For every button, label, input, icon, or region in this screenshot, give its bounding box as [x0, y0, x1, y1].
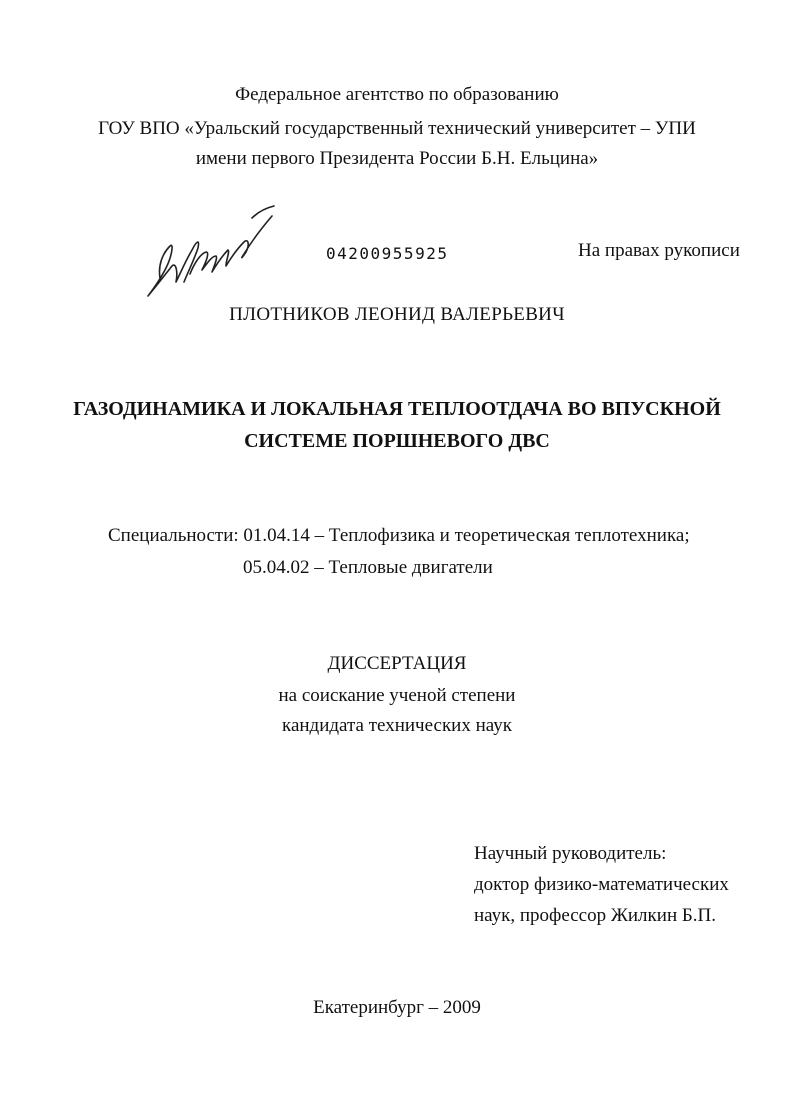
thesis-title-line-1: ГАЗОДИНАМИКА И ЛОКАЛЬНАЯ ТЕПЛООТДАЧА ВО ВПУСКНОЙ [73, 398, 721, 420]
rights-notice: На правах рукописи [578, 240, 740, 261]
supervisor-name: наук, профессор Жилкин Б.П. [474, 905, 716, 926]
degree-line-1: на соискание ученой степени [278, 685, 516, 706]
supervisor-label: Научный руководитель: [474, 843, 667, 864]
supervisor-degree: доктор физико-математических [474, 874, 729, 895]
degree-line-2: кандидата технических наук [282, 715, 512, 736]
specialty-line-1: Специальности: 01.04.14 – Теплофизика и теоретическая теплотехника; [108, 525, 690, 546]
document-number: 04200955925 [326, 244, 449, 263]
signature-icon [140, 196, 290, 306]
header-university-named: имени первого Президента России Б.Н. Ельцина» [195, 148, 599, 169]
header-university: ГОУ ВПО «Уральский государственный технический университет – УПИ [98, 118, 696, 139]
thesis-title-line-2: СИСТЕМЕ ПОРШНЕВОГО ДВС [244, 430, 550, 452]
author-name: ПЛОТНИКОВ ЛЕОНИД ВАЛЕРЬЕВИЧ [229, 304, 565, 325]
specialty-line-2: 05.04.02 – Тепловые двигатели [243, 557, 493, 578]
header-agency: Федеральное агентство по образованию [235, 84, 559, 105]
city-year: Екатеринбург – 2009 [313, 997, 481, 1018]
dissertation-heading: ДИССЕРТАЦИЯ [327, 653, 467, 674]
